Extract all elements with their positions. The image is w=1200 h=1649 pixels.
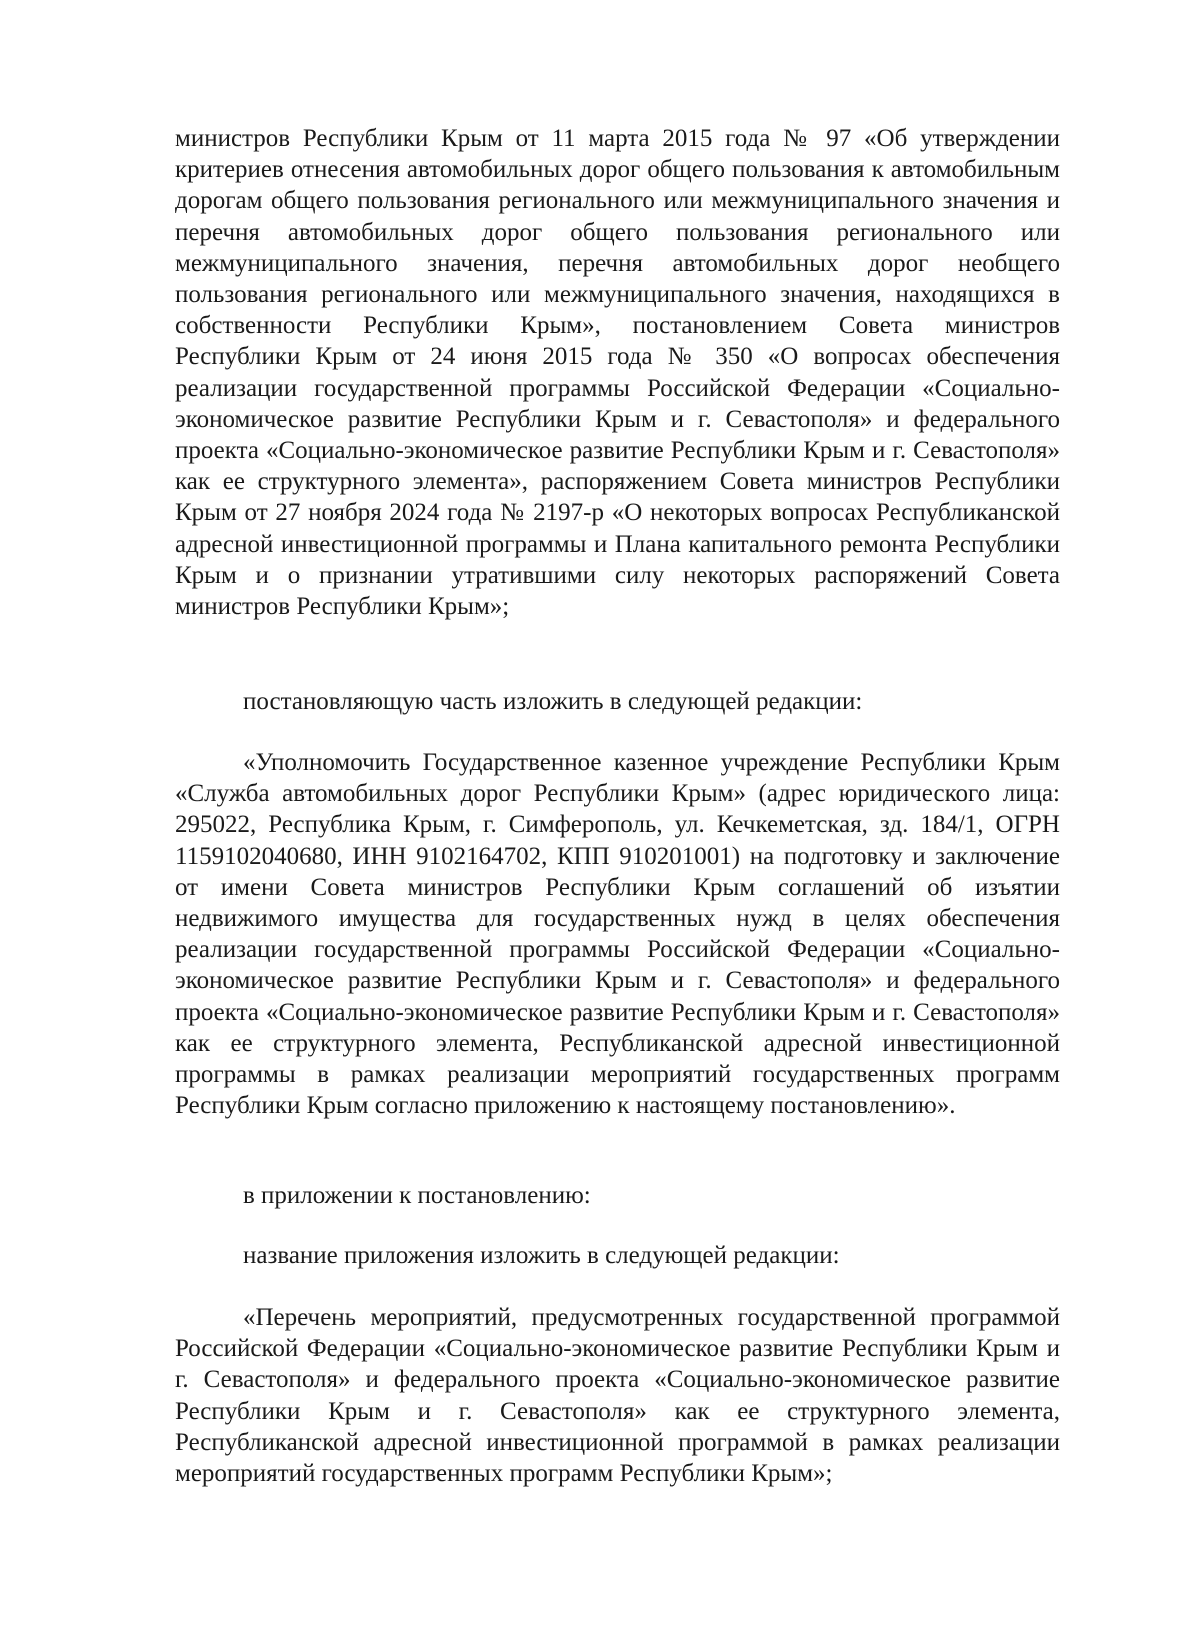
paragraph-annex-intro: в приложении к постановлению: — [243, 1182, 591, 1209]
paragraph-operative-intro: постановляющую часть изложить в следующей редакции: — [243, 688, 863, 715]
paragraph-operative-text: «Уполномочить Государственное казенное учреждение Республики Крым «Служба автомобильных дорог Республики Крым» (адрес юридического лица: 295022, Республика Крым, г. Симферополь, ул. Кечкеметская, зд. 184/1, ОГРН 1159102040680, ИНН 9102164702, КПП 910201001) на подготовку и заключение от имени Совета министров Республики Крым соглашений об изъятии недвижимого имущества для государственных нужд в целях обеспечения реализации государственной программы Российской Федерации «Социально-экономическое развитие Республики Крым и г. Севастополя» и федерального проекта «Социально-экономическое развитие Республики Крым и г. Севастополя» как ее структурного элемента, Республиканской адресной инвестиционной программы в рамках реализации мероприятий государственных программ Республики Крым согласно приложению к настоящему постановлению». — [175, 749, 1060, 1120]
paragraph-annex-title-text: «Перечень мероприятий, предусмотренных государственной программой Российской Федерации «Социально-экономическое развитие Республики Крым и г. Севастополя» и федерального проекта «Социально-экономическое развитие Республики Крым и г. Севастополя» как ее структурного элемента, Республиканской адресной инвестиционной программой в рамках реализации мероприятий государственных программ Республики Крым»; — [175, 1304, 1060, 1488]
paragraph-annex-title-intro: название приложения изложить в следующей редакции: — [243, 1242, 840, 1269]
paragraph-continued-preamble: министров Республики Крым от 11 марта 2015 года № 97 «Об утверждении критериев отнесения автомобильных дорог общего пользования к автомобильным дорогам общего пользования регионального или межмуниципального значения и перечня автомобильных дорог общего пользования регионального или межмуниципального значения, перечня автомобильных дорог необщего пользования регионального или межмуниципального значения, находящихся в собственности Республики Крым», постановлением Совета министров Республики Крым от 24 июня 2015 года № 350 «О вопросах обеспечения реализации государственной программы Российской Федерации «Социально-экономическое развитие Республики Крым и г. Севастополя» и федерального проекта «Социально-экономическое развитие Республики Крым и г. Севастополя» как ее структурного элемента», распоряжением Совета министров Республики Крым от 27 ноября 2024 года № 2197-р «О некоторых вопросах Республиканской адресной инвестиционной программы и Плана капитального ремонта Республики Крым и о признании утратившими силу некоторых распоряжений Совета министров Республики Крым»; — [175, 125, 1060, 621]
